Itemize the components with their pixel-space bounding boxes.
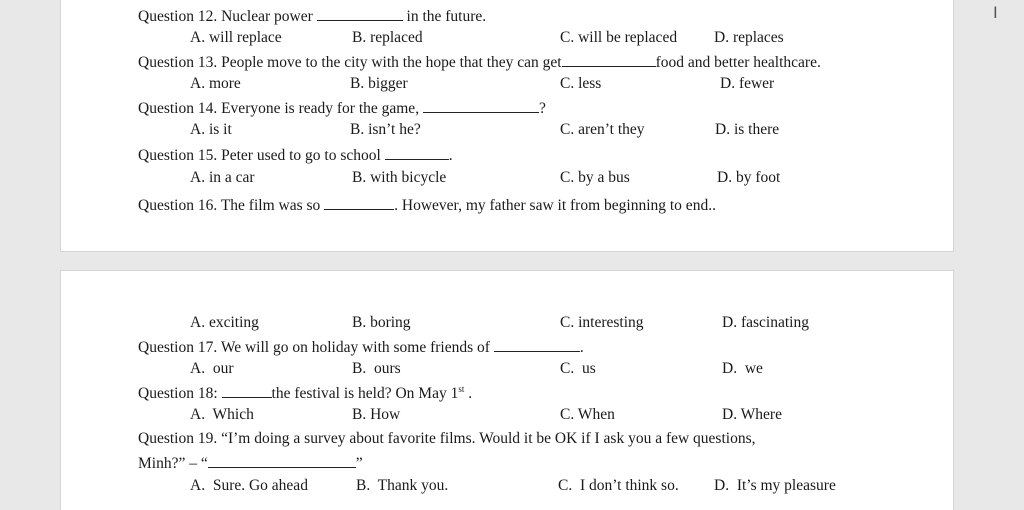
question-stem-end: food and better healthcare. xyxy=(655,54,821,71)
option-c: C. will be replaced xyxy=(560,29,678,46)
option-a: A. Which xyxy=(190,406,254,423)
option-c: C. When xyxy=(560,406,615,423)
option-d: D. fascinating xyxy=(722,314,809,331)
option-a: A. exciting xyxy=(190,314,259,331)
question-stem: Everyone is ready for the game, xyxy=(221,100,420,117)
question-19-line-2 xyxy=(138,453,363,473)
option-b: B. ours xyxy=(352,360,401,377)
option-b: B. isn’t he? xyxy=(350,121,421,138)
question-stem: Minh?” – “ xyxy=(138,455,208,472)
question-stem: Peter used to go to school xyxy=(221,147,381,164)
option-a: A. is it xyxy=(190,121,232,138)
question-12 xyxy=(138,6,486,26)
question-number: Question 16. xyxy=(138,197,218,214)
option-d: D. Where xyxy=(722,406,782,423)
question-number: Question 14. xyxy=(138,100,218,117)
question-number: Question 19. xyxy=(138,430,218,447)
answer-blank[interactable] xyxy=(494,337,580,352)
answer-blank[interactable] xyxy=(385,145,449,160)
question-14 xyxy=(138,98,546,118)
option-b: B. with bicycle xyxy=(352,169,447,186)
answer-blank[interactable] xyxy=(423,98,539,113)
question-number: Question 12. xyxy=(138,8,218,25)
question-stem-end: . xyxy=(448,147,453,164)
option-d: D. is there xyxy=(715,121,780,138)
answer-blank[interactable] xyxy=(324,195,394,210)
option-d: D. It’s my pleasure xyxy=(714,477,836,494)
question-stem: the festival is held? On May 1 xyxy=(271,385,459,402)
question-15 xyxy=(138,145,453,165)
option-b: B. boring xyxy=(352,314,411,331)
question-stem-end: . However, my father saw it from beginning to end.. xyxy=(394,197,716,214)
question-19 xyxy=(138,430,756,448)
answer-blank[interactable] xyxy=(317,6,403,21)
option-a: A. will replace xyxy=(190,29,282,46)
question-stem-end: in the future. xyxy=(406,8,487,25)
option-a: A. more xyxy=(190,75,241,92)
answer-blank[interactable] xyxy=(208,453,356,468)
option-b: B. replaced xyxy=(352,29,423,46)
option-a: A. our xyxy=(190,360,234,377)
option-a: A. in a car xyxy=(190,169,255,186)
question-stem-end: ? xyxy=(538,100,546,117)
question-number: Question 13. xyxy=(138,54,218,71)
question-stem-end: . xyxy=(468,385,473,402)
question-13 xyxy=(138,52,821,72)
option-c: C. aren’t they xyxy=(560,121,645,138)
option-d: D. fewer xyxy=(720,75,775,92)
text-cursor-icon: I xyxy=(993,3,998,22)
option-c: C. interesting xyxy=(560,314,644,331)
question-stem-end: ” xyxy=(355,455,363,472)
option-c: C. less xyxy=(560,75,602,92)
question-number: Question 17. xyxy=(138,339,218,356)
ordinal-suffix: st xyxy=(458,383,465,394)
question-stem: People move to the city with the hope that they can get xyxy=(221,54,562,71)
question-stem: “I’m doing a survey about favorite films. Would it be OK if I ask you a few questions, xyxy=(221,430,756,447)
question-16 xyxy=(138,195,716,215)
question-stem-end: . xyxy=(579,339,584,356)
option-a: A. Sure. Go ahead xyxy=(190,477,308,494)
question-number: Question 15. xyxy=(138,147,218,164)
option-d: D. by foot xyxy=(717,169,781,186)
question-stem: Nuclear power xyxy=(221,8,313,25)
question-stem: We will go on holiday with some friends of xyxy=(220,339,490,356)
answer-blank[interactable] xyxy=(222,383,272,398)
option-d: D. we xyxy=(722,360,763,377)
option-c: C. I don’t think so. xyxy=(558,477,679,494)
option-c: C. by a bus xyxy=(560,169,630,186)
option-c: C. us xyxy=(560,360,596,377)
question-stem: The film was so xyxy=(220,197,321,214)
option-b: B. Thank you. xyxy=(356,477,449,494)
option-b: B. bigger xyxy=(350,75,408,92)
question-18 xyxy=(138,383,472,403)
answer-blank[interactable] xyxy=(562,52,656,67)
option-b: B. How xyxy=(352,406,401,423)
question-number: Question 18: xyxy=(138,385,218,402)
option-d: D. replaces xyxy=(714,29,784,46)
question-17 xyxy=(138,337,584,357)
